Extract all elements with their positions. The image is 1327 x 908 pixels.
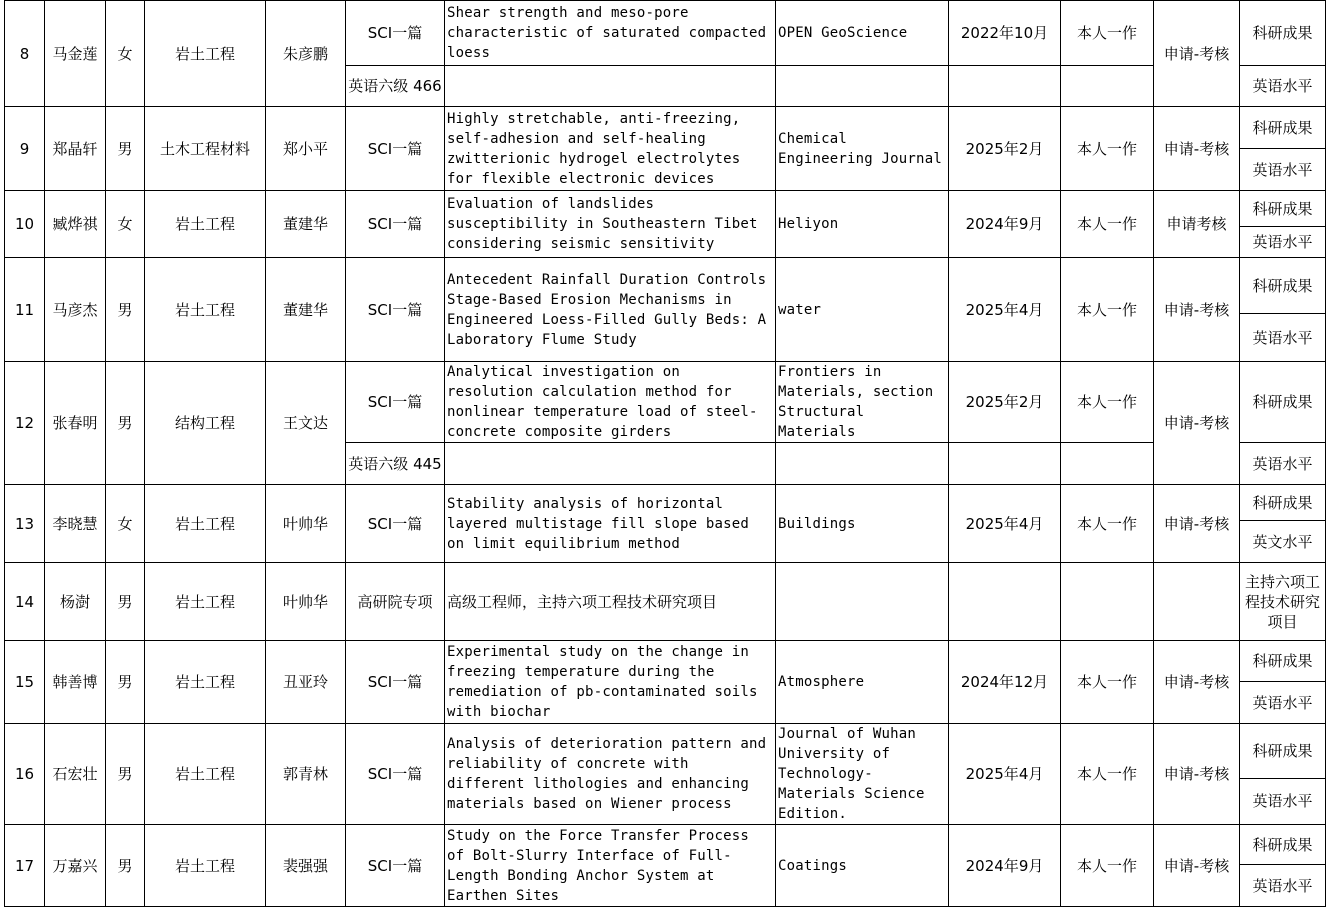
category-label: 英语水平 xyxy=(1240,149,1326,191)
advisor: 董建华 xyxy=(266,258,346,362)
row-number: 11 xyxy=(5,258,45,362)
category-label: 科研成果 xyxy=(1240,258,1326,314)
empty-cell xyxy=(776,563,949,641)
achievement-type: SCI一篇 xyxy=(346,641,445,724)
journal: Atmosphere xyxy=(776,641,949,724)
admission-method: 申请-考核 xyxy=(1154,107,1240,191)
advisor: 董建华 xyxy=(266,191,346,258)
advisor: 丑亚玲 xyxy=(266,641,346,724)
paper-title: Antecedent Rainfall Duration Controls Stage-Based Erosion Mechanisms in Engineered Loess-Filled Gully Beds: A Laboratory Flume Study xyxy=(445,258,776,362)
category-label: 科研成果 xyxy=(1240,1,1326,66)
publish-date: 2024年9月 xyxy=(949,825,1061,907)
advisor: 郭青林 xyxy=(266,724,346,825)
author-order: 本人一作 xyxy=(1061,641,1154,724)
advisor: 叶帅华 xyxy=(266,485,346,563)
achievement-type: SCI一篇 xyxy=(346,362,445,443)
admission-method: 申请-考核 xyxy=(1154,1,1240,107)
student-name: 李晓慧 xyxy=(45,485,106,563)
row-number: 12 xyxy=(5,362,45,485)
row-number: 17 xyxy=(5,825,45,907)
journal: water xyxy=(776,258,949,362)
table-row xyxy=(5,191,1326,227)
category-label: 主持六项工程技术研究项目 xyxy=(1240,563,1326,641)
author-order: 本人一作 xyxy=(1061,107,1154,191)
gender: 女 xyxy=(106,1,145,107)
publish-date: 2024年9月 xyxy=(949,191,1061,258)
advisor: 裴强强 xyxy=(266,825,346,907)
table-row xyxy=(5,563,1326,641)
achievement-type: SCI一篇 xyxy=(346,825,445,907)
row-number: 9 xyxy=(5,107,45,191)
publish-date: 2024年12月 xyxy=(949,641,1061,724)
table-row xyxy=(5,724,1326,779)
row-number: 8 xyxy=(5,1,45,107)
table-row xyxy=(5,258,1326,314)
category-label: 科研成果 xyxy=(1240,485,1326,521)
category-label: 科研成果 xyxy=(1240,825,1326,865)
journal: Journal of Wuhan University of Technology-Materials Science Edition. xyxy=(776,724,949,825)
publish-date: 2025年2月 xyxy=(949,107,1061,191)
achievement-type: 高研院专项 xyxy=(346,563,445,641)
admission-method: 申请-考核 xyxy=(1154,641,1240,724)
admission-method: 申请-考核 xyxy=(1154,724,1240,825)
major: 岩土工程 xyxy=(145,191,266,258)
category-label: 科研成果 xyxy=(1240,362,1326,443)
author-order: 本人一作 xyxy=(1061,724,1154,825)
paper-title: Evaluation of landslides susceptibility in Southeastern Tibet considering seismic sensitivity xyxy=(445,191,776,258)
student-name: 张春明 xyxy=(45,362,106,485)
table-row xyxy=(5,107,1326,149)
paper-title: Highly stretchable, anti-freezing, self-adhesion and self-healing zwitterionic hydrogel electrolytes for flexible electronic devices xyxy=(445,107,776,191)
gender: 男 xyxy=(106,641,145,724)
gender: 女 xyxy=(106,485,145,563)
category-label: 英语水平 xyxy=(1240,314,1326,362)
author-order: 本人一作 xyxy=(1061,362,1154,443)
category-label: 英语水平 xyxy=(1240,227,1326,258)
advisor: 王文达 xyxy=(266,362,346,485)
achievement-type: SCI一篇 xyxy=(346,485,445,563)
category-label: 英语水平 xyxy=(1240,443,1326,485)
table-row xyxy=(5,825,1326,865)
gender: 男 xyxy=(106,107,145,191)
admission-method: 申请-考核 xyxy=(1154,362,1240,485)
category-label: 英文水平 xyxy=(1240,521,1326,563)
admission-method: 申请-考核 xyxy=(1154,258,1240,362)
major: 结构工程 xyxy=(145,362,266,485)
achievement-type: SCI一篇 xyxy=(346,1,445,66)
empty-cell xyxy=(445,443,776,485)
row-number: 13 xyxy=(5,485,45,563)
empty-cell xyxy=(1061,66,1154,107)
row-number: 15 xyxy=(5,641,45,724)
gender: 男 xyxy=(106,362,145,485)
empty-cell xyxy=(1154,563,1240,641)
results-table xyxy=(4,0,1326,907)
journal: Heliyon xyxy=(776,191,949,258)
paper-title: Analysis of deterioration pattern and reliability of concrete with different lithologies and enhancing materials based on Wiener process xyxy=(445,724,776,825)
major: 岩土工程 xyxy=(145,641,266,724)
category-label: 科研成果 xyxy=(1240,107,1326,149)
publish-date: 2025年2月 xyxy=(949,362,1061,443)
major: 土木工程材料 xyxy=(145,107,266,191)
major: 岩土工程 xyxy=(145,1,266,107)
gender: 男 xyxy=(106,258,145,362)
empty-cell xyxy=(776,443,949,485)
author-order: 本人一作 xyxy=(1061,485,1154,563)
paper-title: Shear strength and meso-pore characteristic of saturated compacted loess xyxy=(445,1,776,66)
table-row xyxy=(5,641,1326,682)
achievement-type: 英语六级 466 xyxy=(346,66,445,107)
empty-cell xyxy=(776,66,949,107)
category-label: 科研成果 xyxy=(1240,191,1326,227)
paper-title: Stability analysis of horizontal layered multistage fill slope based on limit equilibrium method xyxy=(445,485,776,563)
journal: Frontiers in Materials, section Structural Materials xyxy=(776,362,949,443)
empty-cell xyxy=(949,563,1061,641)
achievement-type: SCI一篇 xyxy=(346,107,445,191)
student-name: 石宏壮 xyxy=(45,724,106,825)
major: 岩土工程 xyxy=(145,258,266,362)
gender: 女 xyxy=(106,191,145,258)
major: 岩土工程 xyxy=(145,825,266,907)
achievement-type: 英语六级 445 xyxy=(346,443,445,485)
paper-title: Study on the Force Transfer Process of Bolt-Slurry Interface of Full-Length Bonding Anchor System at Earthen Sites xyxy=(445,825,776,907)
journal: OPEN GeoScience xyxy=(776,1,949,66)
student-name: 杨澍 xyxy=(45,563,106,641)
admission-method: 申请考核 xyxy=(1154,191,1240,258)
category-label: 科研成果 xyxy=(1240,724,1326,779)
table-row xyxy=(5,1,1326,66)
category-label: 英语水平 xyxy=(1240,66,1326,107)
achievement-type: SCI一篇 xyxy=(346,258,445,362)
gender: 男 xyxy=(106,825,145,907)
table-row xyxy=(5,485,1326,521)
publish-date: 2022年10月 xyxy=(949,1,1061,66)
author-order: 本人一作 xyxy=(1061,825,1154,907)
publish-date: 2025年4月 xyxy=(949,485,1061,563)
major: 岩土工程 xyxy=(145,724,266,825)
row-number: 16 xyxy=(5,724,45,825)
empty-cell xyxy=(949,443,1061,485)
journal: Buildings xyxy=(776,485,949,563)
admission-method: 申请-考核 xyxy=(1154,485,1240,563)
major: 岩土工程 xyxy=(145,485,266,563)
author-order: 本人一作 xyxy=(1061,1,1154,66)
empty-cell xyxy=(1061,563,1154,641)
student-name: 韩善博 xyxy=(45,641,106,724)
empty-cell xyxy=(949,66,1061,107)
row-number: 14 xyxy=(5,563,45,641)
student-name: 马金莲 xyxy=(45,1,106,107)
student-name: 马彦杰 xyxy=(45,258,106,362)
category-label: 英语水平 xyxy=(1240,778,1326,824)
gender: 男 xyxy=(106,724,145,825)
major: 岩土工程 xyxy=(145,563,266,641)
publish-date: 2025年4月 xyxy=(949,724,1061,825)
student-name: 臧烨祺 xyxy=(45,191,106,258)
achievement-type: SCI一篇 xyxy=(346,724,445,825)
empty-cell xyxy=(1061,443,1154,485)
row-number: 10 xyxy=(5,191,45,258)
publish-date: 2025年4月 xyxy=(949,258,1061,362)
empty-cell xyxy=(445,66,776,107)
journal: Chemical Engineering Journal xyxy=(776,107,949,191)
paper-title: Analytical investigation on resolution calculation method for nonlinear temperature load of steel-concrete composite girders xyxy=(445,362,776,443)
achievement-type: SCI一篇 xyxy=(346,191,445,258)
paper-title: 高级工程师，主持六项工程技术研究项目 xyxy=(445,563,776,641)
category-label: 英语水平 xyxy=(1240,865,1326,907)
category-label: 英语水平 xyxy=(1240,682,1326,724)
admission-method: 申请-考核 xyxy=(1154,825,1240,907)
student-name: 郑晶轩 xyxy=(45,107,106,191)
table-row xyxy=(5,362,1326,443)
paper-title: Experimental study on the change in freezing temperature during the remediation of pb-contaminated soils with biochar xyxy=(445,641,776,724)
gender: 男 xyxy=(106,563,145,641)
category-label: 科研成果 xyxy=(1240,641,1326,682)
student-name: 万嘉兴 xyxy=(45,825,106,907)
author-order: 本人一作 xyxy=(1061,258,1154,362)
advisor: 叶帅华 xyxy=(266,563,346,641)
advisor: 朱彦鹏 xyxy=(266,1,346,107)
journal: Coatings xyxy=(776,825,949,907)
advisor: 郑小平 xyxy=(266,107,346,191)
author-order: 本人一作 xyxy=(1061,191,1154,258)
